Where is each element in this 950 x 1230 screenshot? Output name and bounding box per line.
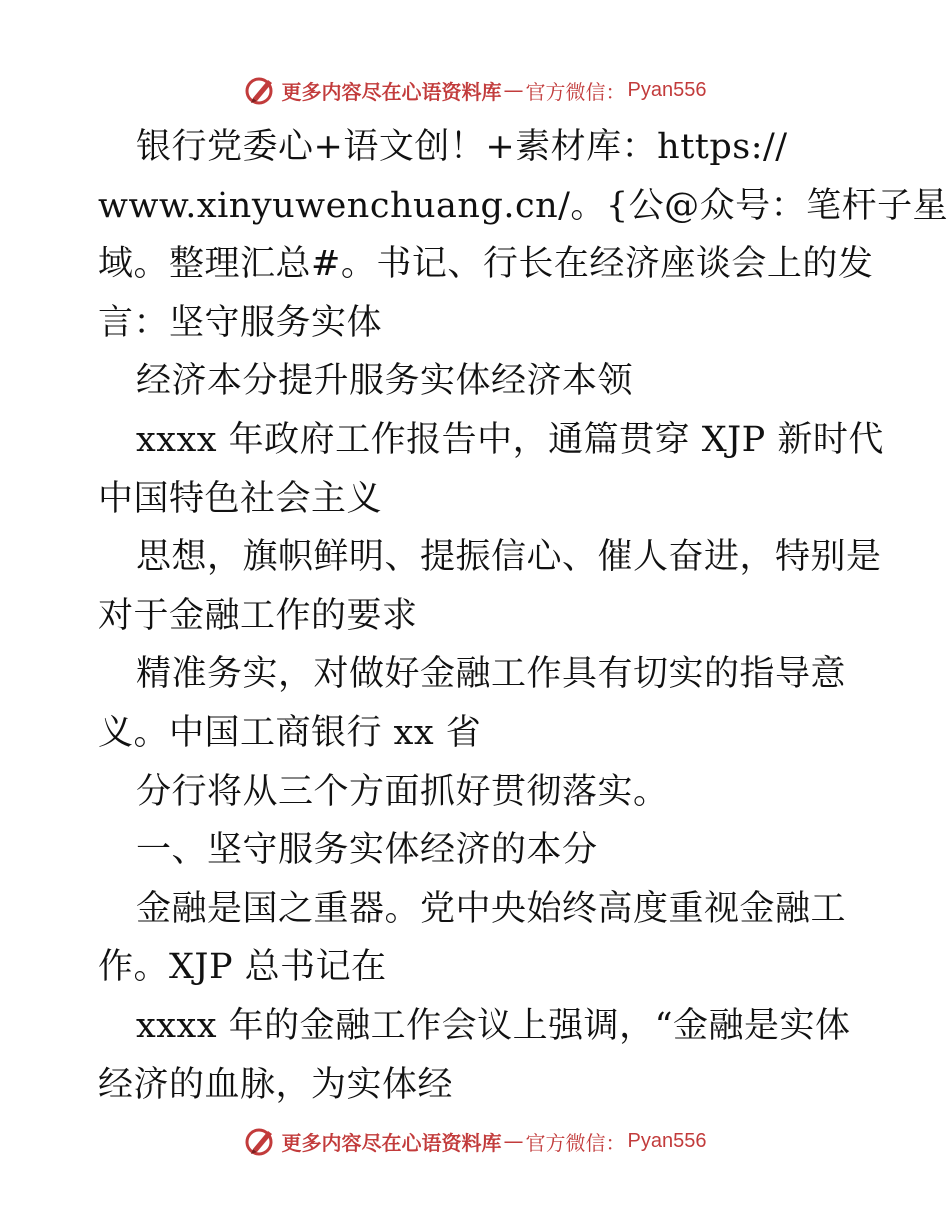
banner-brand-text: 更多内容尽在心语资料库 (281, 1130, 502, 1155)
body-line: www.xinyuwenchuang.cn/。{公@众号：笔杆子星 (98, 185, 949, 226)
banner-official-label: 官方微信： (525, 79, 626, 104)
body-line: 经济本分提升服务实体经济本领 (136, 361, 634, 402)
body-line: 域。整理汇总#。书记、行长在经济座谈会上的发 (98, 244, 874, 285)
footer-watermark-banner (0, 1121, 950, 1161)
body-line: 银行党委心+语文创！+素材库：https:// (136, 127, 788, 167)
banner-brand-text: 更多内容尽在心语资料库 (281, 79, 502, 104)
body-line: 对于金融工作的要求 (98, 595, 418, 636)
pen-logo-icon (244, 1125, 276, 1157)
body-line: 经济的血脉，为实体经 (98, 1064, 454, 1105)
body-line: 言：坚守服务实体 (98, 302, 383, 343)
body-line: xxxx 年政府工作报告中，通篇贯穿 XJP 新时代 (136, 419, 884, 460)
body-line: 精准务实，对做好金融工作具有切实的指导意 (136, 654, 847, 695)
body-line: 金融是国之重器。党中央始终高度重视金融工 (136, 888, 847, 929)
banner-separator: — (503, 78, 524, 102)
body-line: 作。XJP 总书记在 (98, 947, 387, 988)
banner-wechat-id: Pyan556 (627, 78, 707, 101)
document-body (98, 118, 949, 1114)
header-watermark-banner (0, 70, 950, 110)
banner-separator: — (503, 1129, 524, 1153)
banner-official-label: 官方微信： (525, 1130, 626, 1155)
body-line: xxxx 年的金融工作会议上强调，“金融是实体 (136, 1005, 851, 1046)
banner-wechat-id: Pyan556 (627, 1129, 707, 1152)
section-heading: 一、坚守服务实体经济的本分 (136, 830, 598, 871)
pen-logo-icon (244, 74, 276, 106)
body-line: 义。中国工商银行 xx 省 (98, 712, 482, 753)
body-line: 思想，旗帜鲜明、提振信心、催人奋进，特别是 (136, 537, 882, 578)
body-line: 中国特色社会主义 (98, 478, 383, 519)
body-line: 分行将从三个方面抓好贯彻落实。 (136, 771, 669, 812)
